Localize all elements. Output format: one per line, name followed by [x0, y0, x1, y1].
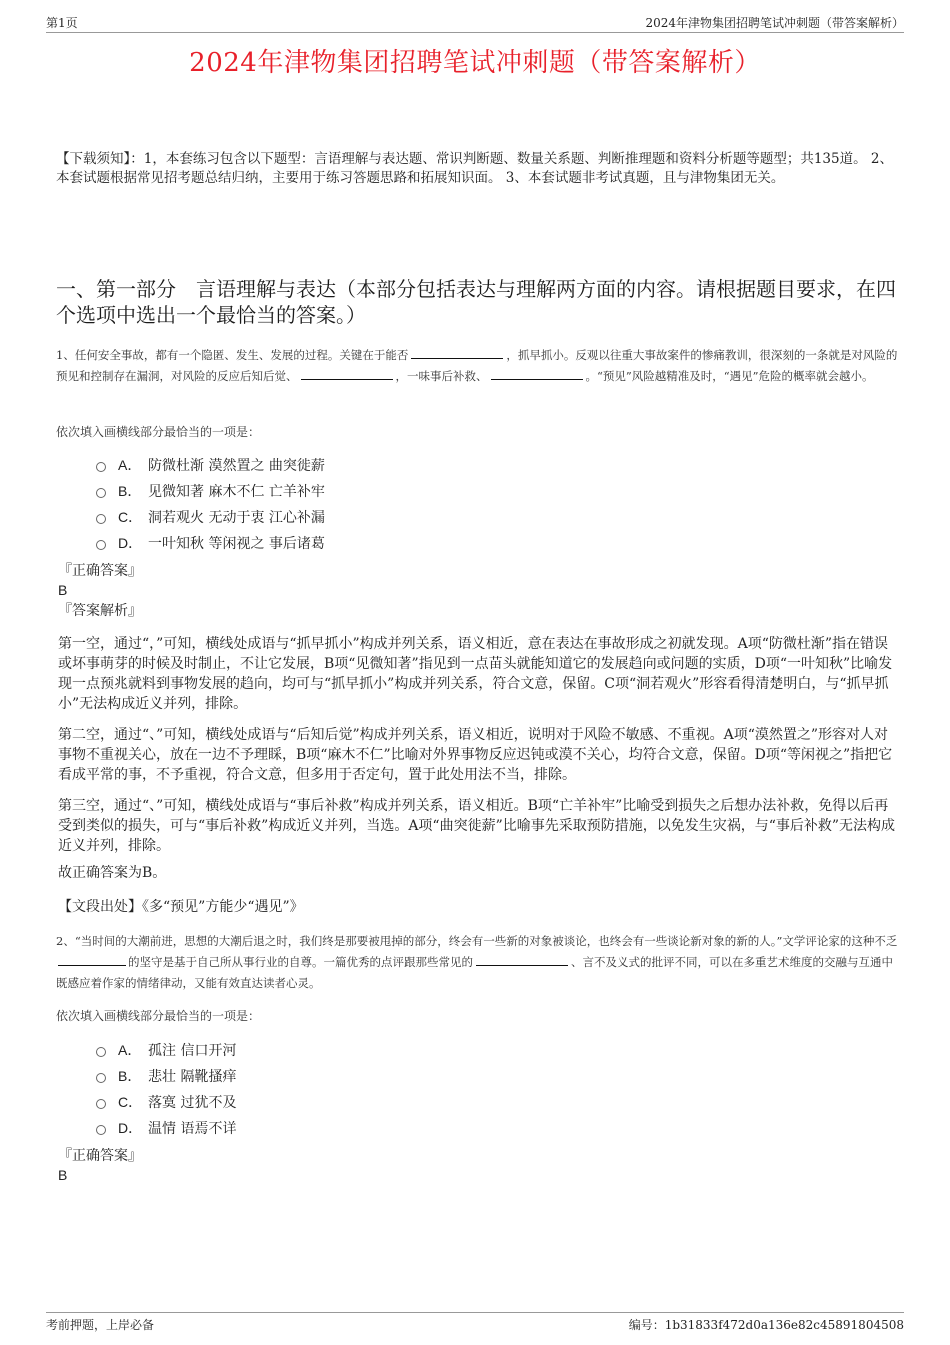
q2-option-a[interactable] [96, 1037, 236, 1063]
q1-answer-label: 『正确答案』 [58, 563, 142, 579]
page-number: 第1页 [46, 16, 78, 30]
option-text: 悲壮 隔靴搔痒 [148, 1069, 237, 1085]
q1-answer: B [58, 582, 68, 598]
option-text: 孤注 信口开河 [148, 1043, 237, 1059]
q1-part-3: ，一味事后补救、 [395, 369, 488, 383]
page-header [46, 12, 904, 33]
question-2-text [56, 931, 898, 994]
section-heading: 一、第一部分 言语理解与表达（本部分包括表达与理解两方面的内容。请根据题目要求，在四个选项中选出一个最恰当的答案。） [56, 277, 896, 327]
option-text: 落寞 过犹不及 [148, 1095, 237, 1111]
radio-icon[interactable] [96, 462, 106, 472]
q1-options [96, 452, 325, 556]
q2-option-d[interactable] [96, 1115, 236, 1141]
q1-analysis-para-3: 第三空，通过“、”可知，横线处成语与“事后补救”构成并列关系，语义相近。B项“亡羊补牢”比喻受到损失之后想办法补救，免得以后再受到类似的损失，可与“事后补救”构成近义并列，当选。A项“曲突徙薪”比喻事先采取预防措施，以免发生灾祸，与“事后补救”无法构成近义并列，排除。 [58, 798, 896, 854]
radio-icon[interactable] [96, 1047, 106, 1057]
radio-icon[interactable] [96, 514, 106, 524]
q2-blank-2 [476, 953, 568, 966]
q1-analysis-label: 『答案解析』 [58, 603, 142, 619]
q2-options [96, 1037, 236, 1141]
q1-part-4: 。“预见”风险越精准及时，“遇见”危险的概率就会越小。 [585, 369, 874, 383]
option-letter: A． [118, 457, 142, 473]
q1-source: 【文段出处】《多“预见”方能少“遇见”》 [58, 899, 304, 915]
page-footer [46, 1312, 904, 1335]
q1-analysis-para-1: 第一空，通过“，”可知，横线处成语与“抓早抓小”构成并列关系，语义相近，意在表达在事故形成之初就发现。A项“防微杜渐”指在错误或坏事萌芽的时候及时制止，不让它发展，B项“见微知著”指见到一点苗头就能知道它的发展趋向或问题的实质，D项“一叶知秋”比喻发现一点预兆就料到事物发展的趋向，均可与“抓早抓小”构成并列关系，符合文意，保留。C项“洞若观火”形容看得清楚明白，与“抓早抓小”无法构成近义并列，排除。 [58, 636, 893, 712]
q1-prompt: 依次填入画横线部分最恰当的一项是： [56, 425, 261, 439]
q1-conclusion: 故正确答案为B。 [58, 865, 167, 881]
q1-blank-3 [491, 367, 583, 380]
q2-answer-label: 『正确答案』 [58, 1148, 142, 1164]
question-1-text [56, 345, 898, 387]
q1-part-1: 1、任何安全事故，都有一个隐匿、发生、发展的过程。关键在于能否 [56, 348, 409, 362]
radio-icon[interactable] [96, 540, 106, 550]
q1-option-a[interactable] [96, 452, 325, 478]
q2-option-c[interactable] [96, 1089, 236, 1115]
option-text: 一叶知秋 等闲视之 事后诸葛 [148, 536, 325, 552]
q1-blank-1 [411, 346, 503, 359]
q2-option-b[interactable] [96, 1063, 236, 1089]
q1-analysis-para-2: 第二空，通过“、”可知，横线处成语与“后知后觉”构成并列关系，语义相近，说明对于风险不敏感、不重视。A项“漠然置之”形容对人对事物不重视关心，放在一边不予理睬，B项“麻木不仁”比喻对外界事物反应迟钝或漠不关心，均符合文意，保留。D项“等闲视之”指把它看成平常的事，不予重视，符合文意，但多用于否定句，置于此处用法不当，排除。 [58, 727, 893, 783]
q1-part-2: ，抓早抓小。反观以往重大事故案件的惨痛教训，很深刻的一条就是对风险的预见和控制存在漏洞，对风险的反应后知后觉、 [56, 348, 898, 383]
option-text: 洞若观火 无动于衷 江心补漏 [148, 510, 325, 526]
q1-option-c[interactable] [96, 504, 325, 530]
option-letter: B． [118, 1068, 142, 1084]
q2-blank-1 [58, 953, 126, 966]
option-text: 防微杜渐 漠然置之 曲突徙薪 [148, 458, 325, 474]
q2-part-1: 2、“当时间的大潮前进，思想的大潮后退之时，我们终是那要被甩掉的部分，终会有一些新的对象被谈论，也终会有一些谈论新对象的新的人。”文学评论家的这种不乏 [56, 934, 898, 948]
option-letter: D． [118, 1120, 143, 1136]
option-text: 温情 语焉不详 [148, 1121, 237, 1137]
page-title: 2024年津物集团招聘笔试冲刺题（带答案解析） [189, 48, 761, 78]
radio-icon[interactable] [96, 1099, 106, 1109]
q1-option-b[interactable] [96, 478, 325, 504]
q1-blank-2 [301, 367, 393, 380]
radio-icon[interactable] [96, 1073, 106, 1083]
option-letter: C． [118, 509, 143, 525]
footer-serial: 编号：1b31833f472d0a136e82c45891804508 [628, 1318, 904, 1332]
q2-answer: B [58, 1167, 68, 1183]
option-letter: B． [118, 483, 142, 499]
radio-icon[interactable] [96, 488, 106, 498]
option-letter: C． [118, 1094, 143, 1110]
option-letter: D． [118, 535, 143, 551]
q2-part-3: 、言不及义式的批评不同，可以在多重艺术维度的交融与互通中既感应着作家的情绪律动，又能有效直达读者心灵。 [56, 955, 893, 990]
radio-icon[interactable] [96, 1125, 106, 1135]
option-letter: A． [118, 1042, 142, 1058]
q2-prompt: 依次填入画横线部分最恰当的一项是： [56, 1009, 261, 1023]
q2-part-2: 的坚守是基于自己所从事行业的自尊。一篇优秀的点评跟那些常见的 [128, 955, 473, 969]
option-text: 见微知著 麻木不仁 亡羊补牢 [148, 484, 325, 500]
header-doc-title: 2024年津物集团招聘笔试冲刺题（带答案解析） [645, 16, 904, 30]
download-notice: 【下载须知】：1，本套练习包含以下题型：言语理解与表达题、常识判断题、数量关系题、判断推理题和资料分析题等题型；共135道。 2、本套试题根据常见招考题总结归纳，主要用于练习答题思路和拓展知识面。 3、本套试题非考试真题，且与津物集团无关。 [56, 151, 893, 186]
footer-slogan: 考前押题，上岸必备 [46, 1318, 155, 1332]
q1-option-d[interactable] [96, 530, 325, 556]
